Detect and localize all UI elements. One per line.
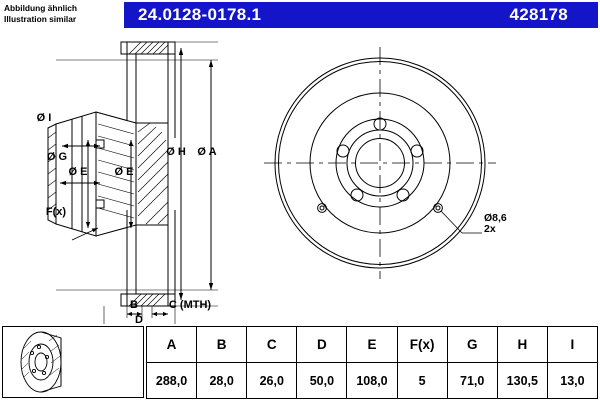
label-d: D — [135, 314, 143, 324]
table-value-d: 50,0 — [297, 363, 347, 399]
table-header-c: C — [247, 327, 297, 363]
table-value-g: 71,0 — [447, 363, 497, 399]
table-value-i: 13,0 — [547, 363, 597, 399]
table-value-b: 28,0 — [197, 363, 247, 399]
label-dia-i: Ø I — [36, 112, 52, 124]
dimensions-table — [146, 326, 598, 399]
table-header-e: E — [347, 327, 397, 363]
table-header-i: I — [547, 327, 597, 363]
illustration-note-de: Abbildung ähnlich — [4, 3, 78, 13]
label-dia-g: Ø G — [46, 151, 68, 163]
label-fx: F(x) — [45, 206, 67, 218]
table-value-c: 26,0 — [247, 363, 297, 399]
label-hole-note-1: Ø8,6 — [484, 212, 507, 224]
table-header-row — [147, 327, 598, 363]
illustration-note — [4, 3, 77, 24]
table-header-h: H — [497, 327, 547, 363]
table-header-d: D — [297, 327, 347, 363]
table-value-a: 288,0 — [147, 363, 197, 399]
dimensions-section — [0, 326, 600, 400]
table-header-b: B — [197, 327, 247, 363]
part-number: 24.0128-0178.1 — [138, 5, 262, 24]
label-b: B — [130, 299, 138, 311]
label-hole-note-2: 2x — [484, 223, 496, 235]
header-bar — [124, 2, 598, 28]
table-value-e: 108,0 — [347, 363, 397, 399]
table-header-fx: F(x) — [397, 327, 447, 363]
table-value-h: 130,5 — [497, 363, 547, 399]
illustration-note-en: Illustration similar — [4, 13, 77, 24]
label-dia-e-right: Ø E — [114, 166, 134, 178]
table-header-g: G — [447, 327, 497, 363]
drawing-area — [0, 28, 600, 324]
table-value-fx: 5 — [397, 363, 447, 399]
product-thumbnail — [2, 326, 144, 398]
label-dia-h: Ø H — [166, 146, 186, 158]
reference-number: 428178 — [509, 5, 568, 24]
table-header-a: A — [147, 327, 197, 363]
label-dia-a: Ø A — [197, 146, 217, 158]
label-dia-e-left: Ø E — [68, 166, 88, 178]
table-value-row — [147, 363, 598, 399]
label-c: C (MTH) — [168, 299, 212, 311]
